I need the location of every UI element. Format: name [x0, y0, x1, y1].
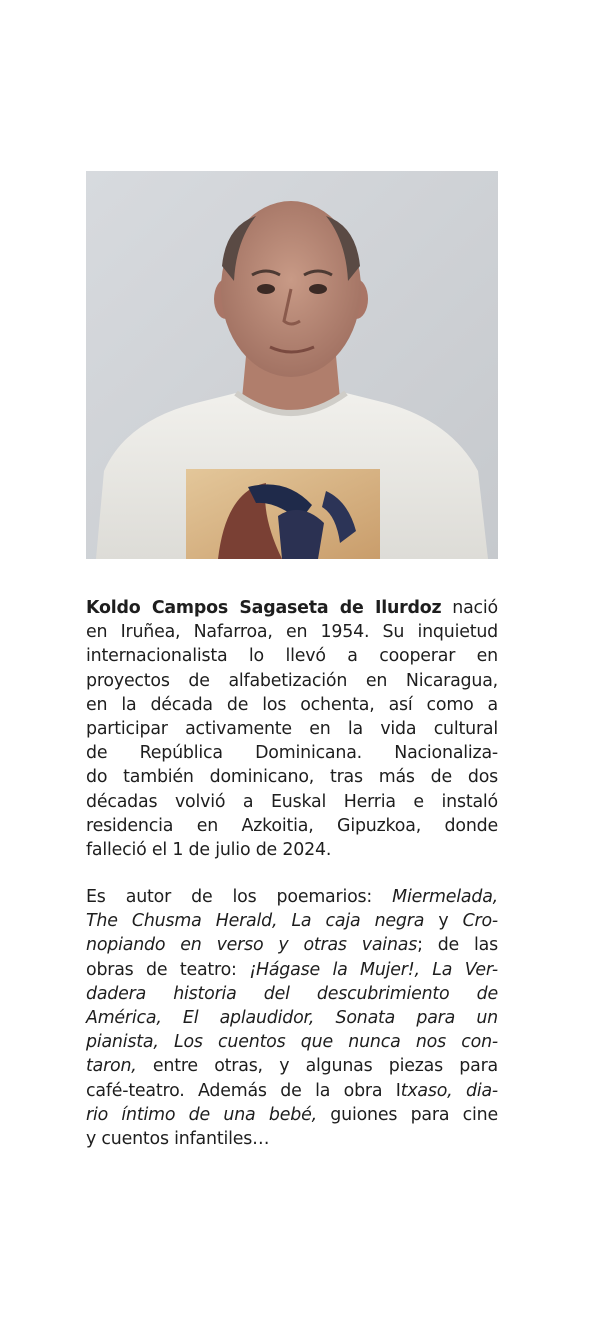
text-line: [86, 885, 498, 909]
text-line: [86, 933, 498, 957]
text-segment: residencia en Azkoitia, Gipuzkoa, donde: [86, 815, 498, 836]
text-line: [86, 596, 498, 620]
work-title-text: taron,: [86, 1056, 137, 1077]
text-segment: café-teatro. Además de la obra I: [86, 1080, 401, 1101]
work-title-text: The Chusma Herald, La caja negra: [86, 911, 425, 932]
work-title-text: txaso, dia-: [400, 1080, 498, 1101]
text-segment: falleció el 1 de julio de 2024.: [86, 839, 332, 860]
work-title-text: ¡Hágase la Mujer!, La Ver-: [249, 959, 498, 980]
text-segment: ; de las: [417, 935, 498, 956]
text-line: [86, 741, 498, 765]
text-segment: participar activamente en la vida cultural: [86, 718, 498, 739]
text-line: [86, 838, 498, 862]
text-segment: y: [424, 911, 463, 932]
author-portrait-photo: [86, 171, 498, 559]
text-line: [86, 644, 498, 668]
text-line: [86, 1079, 498, 1103]
text-line: [86, 814, 498, 838]
work-title-text: Miermelada,: [392, 887, 498, 907]
text-line: [86, 620, 498, 644]
text-line: [86, 693, 498, 717]
text-segment: do también dominicano, tras más de dos: [86, 767, 498, 788]
text-line: [86, 1127, 498, 1151]
text-segment: en Iruñea, Nafarroa, en 1954. Su inquietud: [86, 622, 498, 643]
text-line: [86, 1030, 498, 1054]
author-bio-paragraph-1: [86, 596, 498, 862]
work-title-text: pianista, Los cuentos que nunca nos con-: [86, 1032, 498, 1053]
text-segment: obras de teatro:: [86, 959, 250, 980]
text-segment: Es autor de los poemarios:: [86, 887, 393, 907]
text-line: [86, 1054, 498, 1078]
work-title-text: rio íntimo de una bebé,: [86, 1104, 317, 1125]
text-segment: y cuentos infantiles…: [86, 1128, 270, 1149]
text-line: [86, 982, 498, 1006]
text-line: [86, 790, 498, 814]
text-segment: guiones para cine: [316, 1104, 498, 1125]
author-name: Koldo Campos Sagaseta de Ilurdoz: [86, 598, 442, 618]
text-line: [86, 669, 498, 693]
work-title-text: nopiando en verso y otras vainas: [86, 935, 418, 956]
text-segment: internacionalista lo llevó a cooperar en: [86, 646, 498, 667]
text-line: [86, 765, 498, 789]
text-segment: décadas volvió a Euskal Herria e instaló: [86, 791, 498, 812]
text-line: [86, 958, 498, 982]
work-title-text: América, El aplaudidor, Sonata para un: [86, 1007, 498, 1028]
work-title-text: dadera historia del descubrimiento de: [86, 983, 498, 1004]
text-segment: entre otras, y algunas piezas para: [136, 1056, 498, 1077]
text-line: [86, 717, 498, 741]
text-line: [86, 909, 498, 933]
text-line: [86, 1006, 498, 1030]
work-title-text: Cro-: [462, 911, 498, 932]
text-line: [86, 1103, 498, 1127]
author-works-paragraph-2: [86, 885, 498, 1151]
text-segment: en la década de los ochenta, así como a: [86, 694, 498, 715]
text-segment: de República Dominicana. Nacionaliza-: [86, 743, 498, 764]
text-segment: proyectos de alfabetización en Nicaragua,: [86, 670, 498, 691]
text-segment: nació: [441, 598, 498, 618]
